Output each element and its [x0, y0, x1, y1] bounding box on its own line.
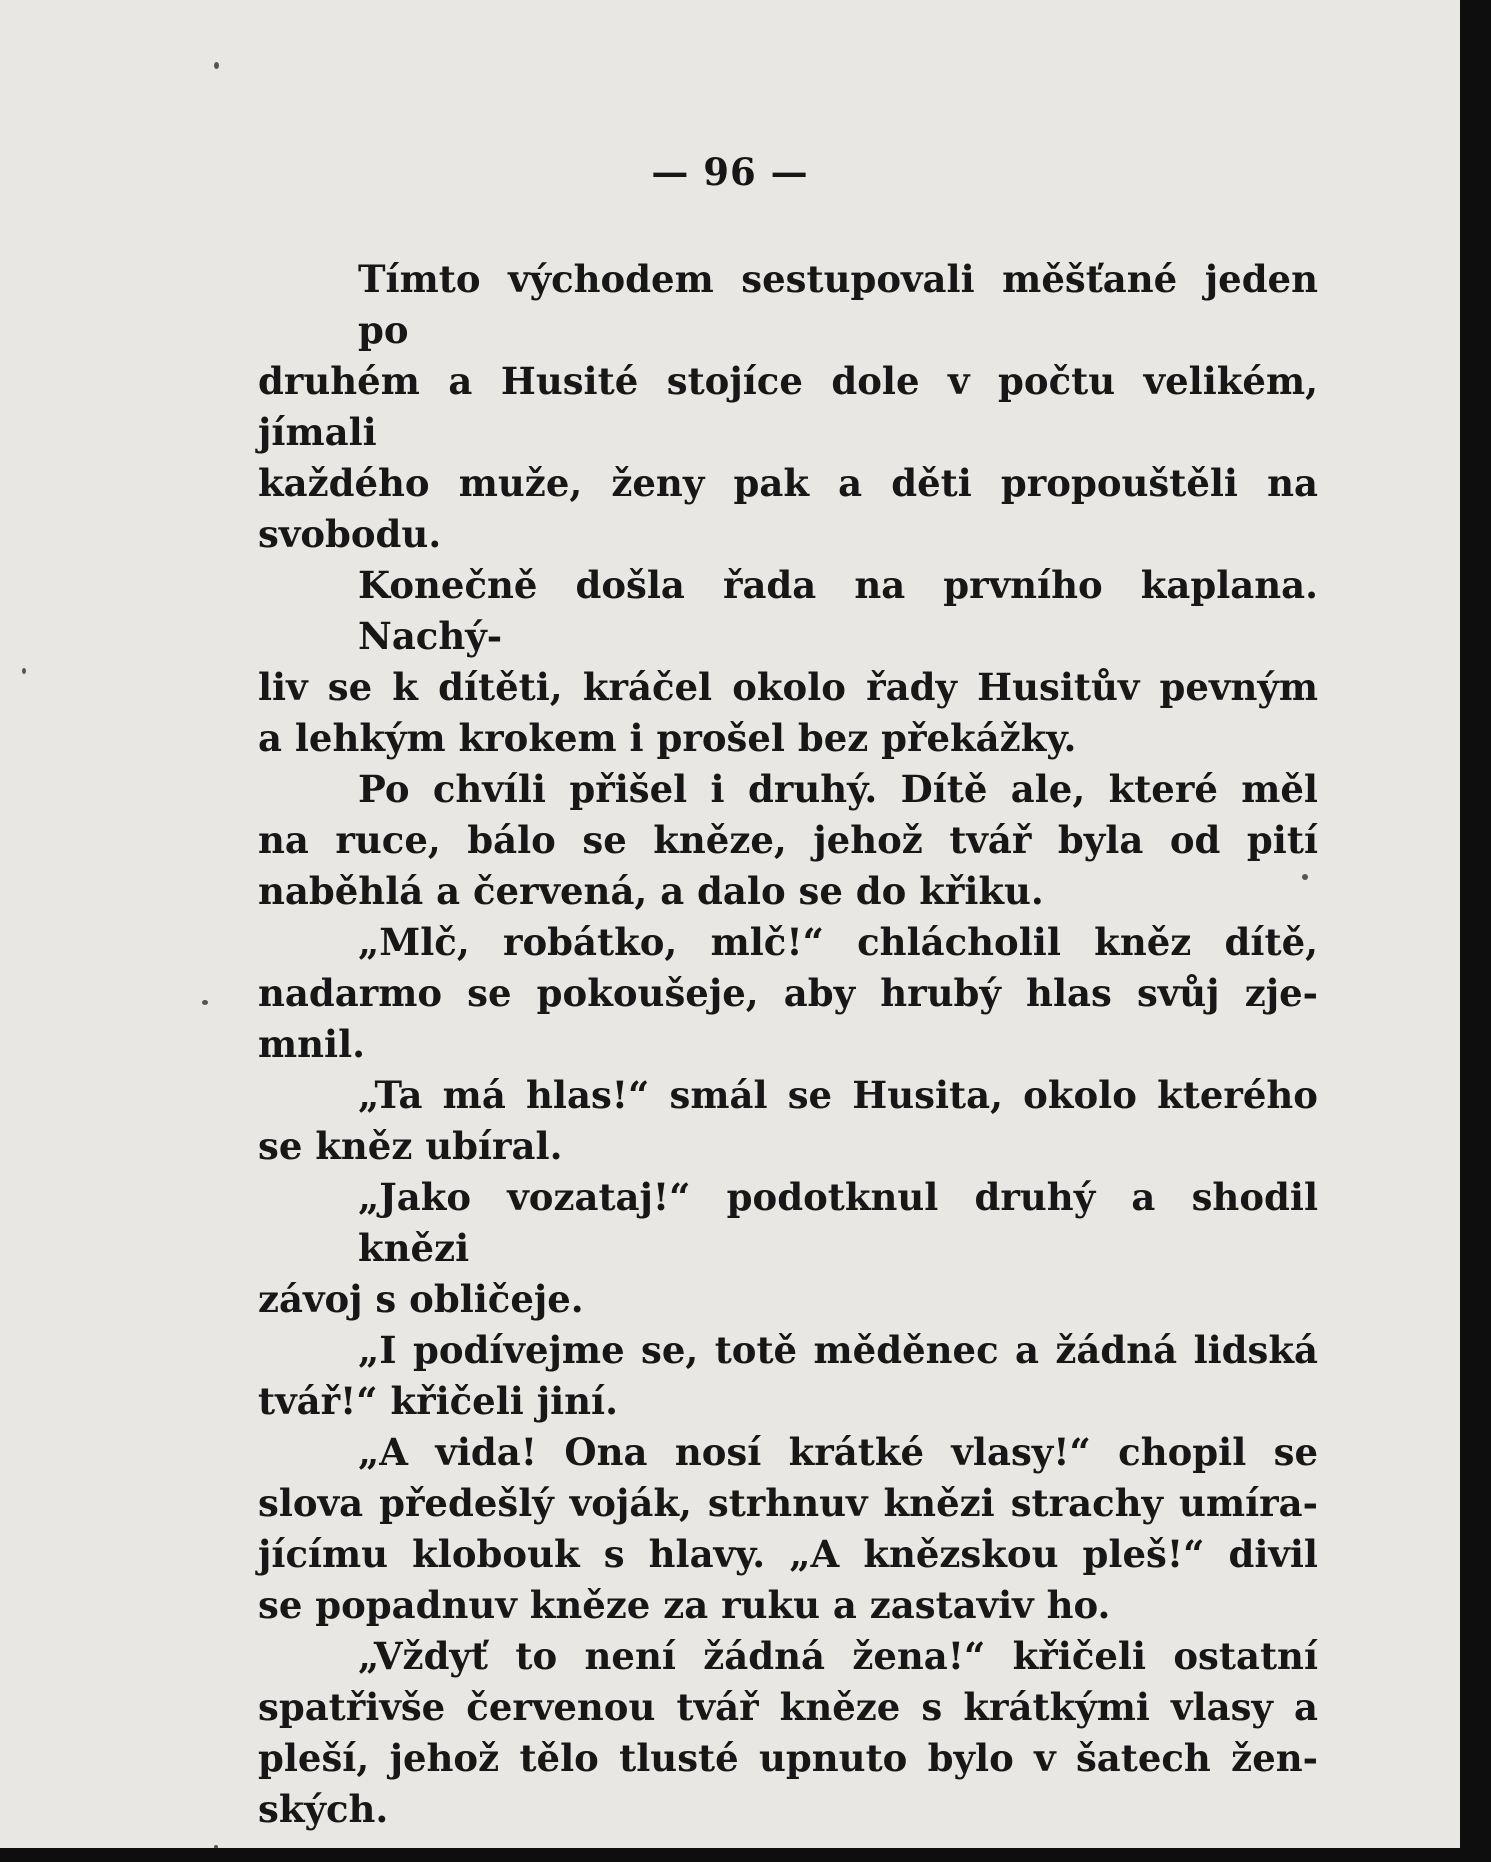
text-line: tvář!“ křičeli jiní. — [258, 1379, 618, 1423]
paper-speck — [1302, 874, 1308, 880]
text-line: každého muže, ženy pak a děti propouštěli na — [258, 461, 1318, 505]
text-line: Po chvíli přišel i druhý. Dítě ale, které měl — [358, 767, 1318, 811]
text-line: nadarmo se pokoušeje, aby hrubý hlas svůj zje- — [258, 971, 1318, 1015]
text-line: se popadnuv kněze za ruku a zastaviv ho. — [258, 1583, 1111, 1627]
scan-border-right — [1460, 0, 1491, 1862]
text-line: „Jako vozataj!“ podotknul druhý a shodil knězi — [358, 1175, 1318, 1270]
text-line: „Ta má hlas!“ smál se Husita, okolo kterého — [358, 1073, 1318, 1117]
text-line: spatřivše červenou tvář kněze s krátkými vlasy a — [258, 1685, 1318, 1729]
text-line: pleší, jehož tělo tlusté upnuto bylo v šatech žen- — [258, 1736, 1318, 1780]
text-line: mnil. — [258, 1022, 366, 1066]
text-line: závoj s obličeje. — [258, 1277, 584, 1321]
text-line: ských. — [258, 1787, 389, 1831]
text-line: liv se k dítěti, kráčel okolo řady Husitův pevným — [258, 665, 1318, 709]
scan-border-bottom — [0, 1848, 1491, 1862]
text-line: jícímu klobouk s hlavy. „A knězskou pleš!“ divil — [258, 1532, 1318, 1576]
paper-speck — [202, 1000, 208, 1005]
text-line: naběhlá a červená, a dalo se do křiku. — [258, 869, 1044, 913]
text-line: se kněz ubíral. — [258, 1124, 563, 1168]
paper-speck — [22, 668, 26, 674]
paper-speck — [214, 62, 219, 69]
text-line: „A vida! Ona nosí krátké vlasy!“ chopil se — [358, 1430, 1318, 1474]
text-line: „I podívejme se, totě měděnec a žádná lidská — [358, 1328, 1318, 1372]
body-text — [258, 254, 1318, 1835]
text-line: „Mlč, robátko, mlč!“ chlácholil kněz dítě, — [358, 920, 1318, 964]
text-line: druhém a Husité stojíce dole v počtu velikém, jímali — [258, 359, 1318, 454]
text-line: svobodu. — [258, 512, 442, 556]
page-number: — 96 — — [651, 150, 809, 194]
text-line: na ruce, bálo se kněze, jehož tvář byla od pití — [258, 818, 1318, 862]
text-line: a lehkým krokem i prošel bez překážky. — [258, 716, 1077, 760]
text-line: „Vždyť to není žádná žena!“ křičeli ostatní — [358, 1634, 1318, 1678]
text-line: Konečně došla řada na prvního kaplana. Nachý- — [358, 563, 1318, 658]
text-line: slova předešlý voják, strhnuv knězi strachy umíra- — [258, 1481, 1318, 1525]
text-line: Tímto východem sestupovali měšťané jeden po — [358, 257, 1318, 352]
